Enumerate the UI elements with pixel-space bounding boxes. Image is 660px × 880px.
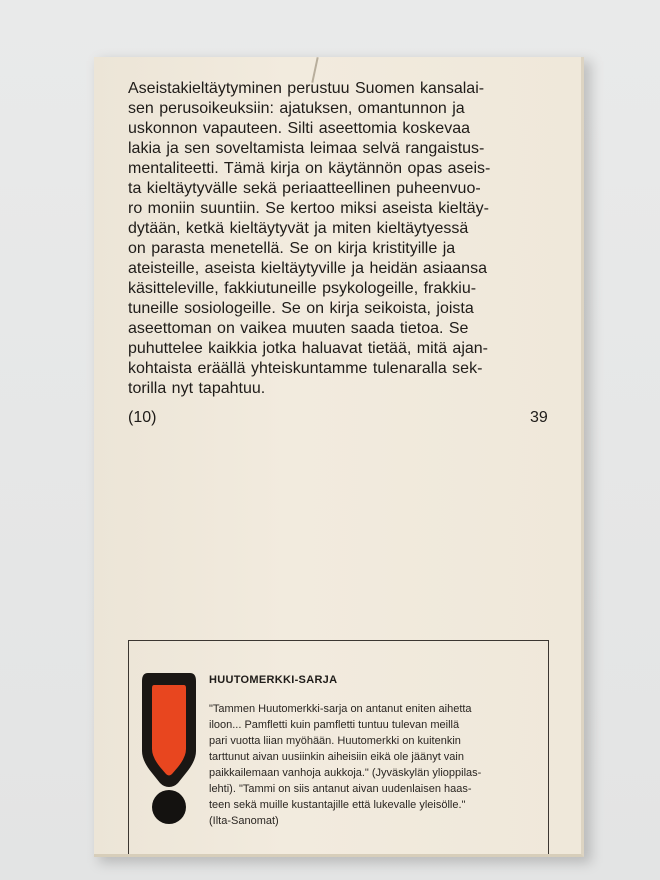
series-quote [209, 701, 544, 829]
blurb-line: ateisteille, aseista kieltäytyville ja heidän asiaansa [128, 260, 487, 277]
blurb-line: lakia ja sen soveltamista leimaa selvä rangaistus- [128, 140, 485, 157]
blurb-line: tuneille sosiologeille. Se on kirja seikoista, joista [128, 300, 474, 317]
quote-line: tarttunut aivan uusiinkin aiheisiin eikä ole jäänyt vain [209, 751, 464, 763]
quote-line: pari vuotta liian myöhään. Huutomerkki on kuitenkin [209, 735, 461, 747]
quote-line: iloon... Pamfletti kuin pamfletti tuntuu tulevan meillä [209, 719, 460, 731]
exclamation-mark-logo-icon [138, 667, 200, 827]
blurb-line: ta kieltäytyvälle sekä periaatteellinen puheenvuo- [128, 180, 481, 197]
series-title: HUUTOMERKKI-SARJA [209, 674, 338, 686]
quote-line: teen sekä muille kustantajille että lukevalle yleisölle." [209, 799, 466, 811]
quote-line: (Ilta-Sanomat) [209, 815, 279, 827]
blurb-text [128, 79, 553, 399]
price-code: 39 [530, 409, 548, 426]
blurb-line: kohtaista eräällä yhteiskuntamme tulenaralla sek- [128, 360, 483, 377]
book-back-cover [94, 57, 584, 857]
blurb-line: uskonnon vapauteen. Silti aseettomia koskevaa [128, 120, 470, 137]
blurb-line: käsitteleville, fakkiutuneille psykologeille, frakkiu- [128, 280, 477, 297]
blurb-line: torilla nyt tapahtuu. [128, 380, 266, 397]
blurb-line: sen perusoikeuksiin: ajatuksen, omantunnon ja [128, 100, 465, 117]
series-box [128, 640, 549, 855]
blurb-line: aseettoman on vaikea muuten saada tietoa. Se [128, 320, 469, 337]
blurb-line: mentaliteetti. Tämä kirja on käytännön opas aseis- [128, 160, 491, 177]
quote-line: "Tammen Huutomerkki-sarja on antanut eniten aihetta [209, 703, 472, 715]
quote-line: lehti). "Tammi on siis antanut aivan uudenlaisen haas- [209, 783, 472, 795]
blurb-line: on parasta menetellä. Se on kirja kristityille ja [128, 240, 456, 257]
blurb-line: dytään, ketkä kieltäytyvät ja miten kieltäytyessä [128, 220, 469, 237]
blurb-line: puhuttelee kaikkia jotka haluavat tietää, mitä ajan- [128, 340, 488, 357]
blurb-line: Aseistakieltäytyminen perustuu Suomen kansalai- [128, 80, 485, 97]
blurb-line: ro moniin suuntiin. Se kertoo miksi aseista kieltäy- [128, 200, 489, 217]
quote-line: paikkailemaan vanhoja aukkoja." (Jyväskylän ylioppilas- [209, 767, 482, 779]
series-number: (10) [128, 409, 157, 426]
